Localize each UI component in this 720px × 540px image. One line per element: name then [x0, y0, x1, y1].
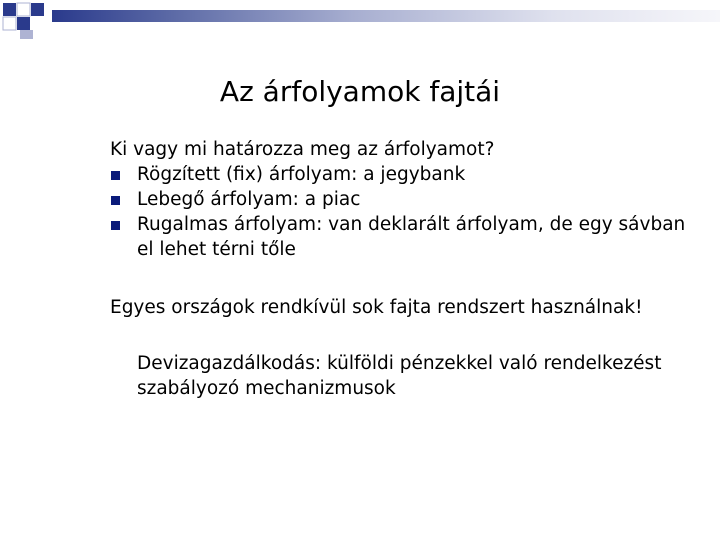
deco-square-dark-3 [17, 17, 30, 30]
deco-square-outline-1 [17, 3, 30, 16]
slide-title-text: Az árfolyamok fajtái [219, 75, 501, 108]
deco-square-dark-2 [31, 3, 44, 16]
deco-square-outline-2 [3, 17, 16, 30]
bullet-list [110, 162, 690, 262]
square-bullet-icon [111, 196, 120, 205]
slide-body [110, 137, 690, 401]
square-bullet-icon [111, 221, 120, 230]
statement-text: Egyes országok rendkívül sok fajta rendszert használnak! [110, 297, 643, 318]
bullet-item-fixed [110, 162, 690, 187]
deco-square-light-1 [20, 30, 33, 39]
definition-text: Devizagazdálkodás: külföldi pénzekkel való rendelkezést szabályozó mechanizmusok [137, 353, 662, 399]
header-gradient-bar [52, 10, 720, 22]
bullet-text: Lebegő árfolyam: a piac [137, 189, 361, 210]
square-bullet-icon [111, 171, 120, 180]
decorative-squares [0, 0, 60, 40]
bullet-text: Rugalmas árfolyam: van deklarált árfolyam, de egy sávban el lehet térni tőle [137, 214, 686, 260]
bullet-text: Rögzített (fix) árfolyam: a jegybank [137, 164, 466, 185]
question-text: Ki vagy mi határozza meg az árfolyamot? [110, 139, 495, 160]
bullet-item-floating [110, 187, 690, 212]
bullet-item-flexible [110, 212, 690, 262]
deco-square-dark-1 [3, 3, 16, 16]
slide-title [0, 72, 720, 112]
